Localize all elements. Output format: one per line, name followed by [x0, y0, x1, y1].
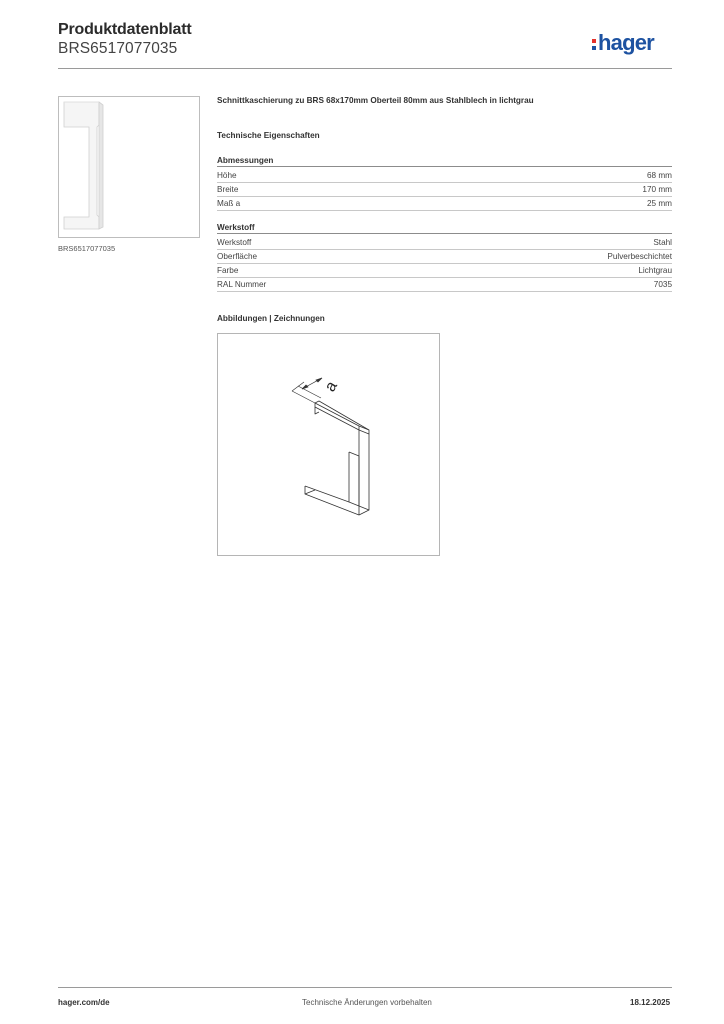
property-row-farbe — [217, 264, 672, 278]
product-description: Schnittkaschierung zu BRS 68x170mm Oberteil 80mm aus Stahlblech in lichtgrau — [217, 96, 534, 105]
group-heading-werkstoff: Werkstoff — [217, 223, 672, 234]
header-divider — [58, 68, 672, 69]
property-label: Maß a — [217, 199, 241, 208]
technical-drawing — [217, 333, 440, 556]
product-image-icon — [59, 97, 199, 237]
property-value: 7035 — [653, 280, 672, 289]
property-value: 25 mm — [646, 199, 672, 208]
article-number: BRS6517077035 — [58, 40, 178, 57]
footer-date: 18.12.2025 — [630, 998, 671, 1007]
property-value: 68 mm — [646, 171, 672, 180]
property-value: Pulverbeschichtet — [607, 252, 672, 261]
property-value: Stahl — [653, 238, 672, 247]
property-row-oberflaeche — [217, 250, 672, 264]
property-row-hoehe — [217, 169, 672, 183]
properties-heading: Technische Eigenschaften — [217, 131, 320, 140]
dimension-label-a: a — [321, 378, 341, 395]
hager-logo[interactable] — [592, 30, 654, 56]
property-label: Farbe — [217, 266, 239, 275]
drawings-heading: Abbildungen | Zeichnungen — [217, 314, 325, 323]
page-title: Produktdatenblatt — [58, 21, 192, 38]
property-row-ral-nummer — [217, 278, 672, 292]
thumbnail-caption: BRS6517077035 — [58, 244, 116, 253]
property-label: Breite — [217, 185, 239, 194]
footer-notice: Technische Änderungen vorbehalten — [302, 998, 432, 1007]
footer-website-link[interactable]: hager.com/de — [58, 998, 110, 1007]
property-value: Lichtgrau — [638, 266, 672, 275]
product-thumbnail — [58, 96, 200, 238]
logo-text: hager — [598, 30, 654, 55]
property-row-werkstoff — [217, 236, 672, 250]
dimension-drawing-icon — [218, 334, 439, 555]
footer-divider — [58, 987, 672, 988]
property-label: Werkstoff — [217, 238, 252, 247]
property-value: 170 mm — [642, 185, 672, 194]
logo-dots-icon — [592, 39, 596, 50]
property-label: RAL Nummer — [217, 280, 267, 289]
property-row-mass-a — [217, 197, 672, 211]
property-label: Höhe — [217, 171, 237, 180]
property-label: Oberfläche — [217, 252, 258, 261]
property-row-breite — [217, 183, 672, 197]
group-heading-abmessungen: Abmessungen — [217, 156, 672, 167]
